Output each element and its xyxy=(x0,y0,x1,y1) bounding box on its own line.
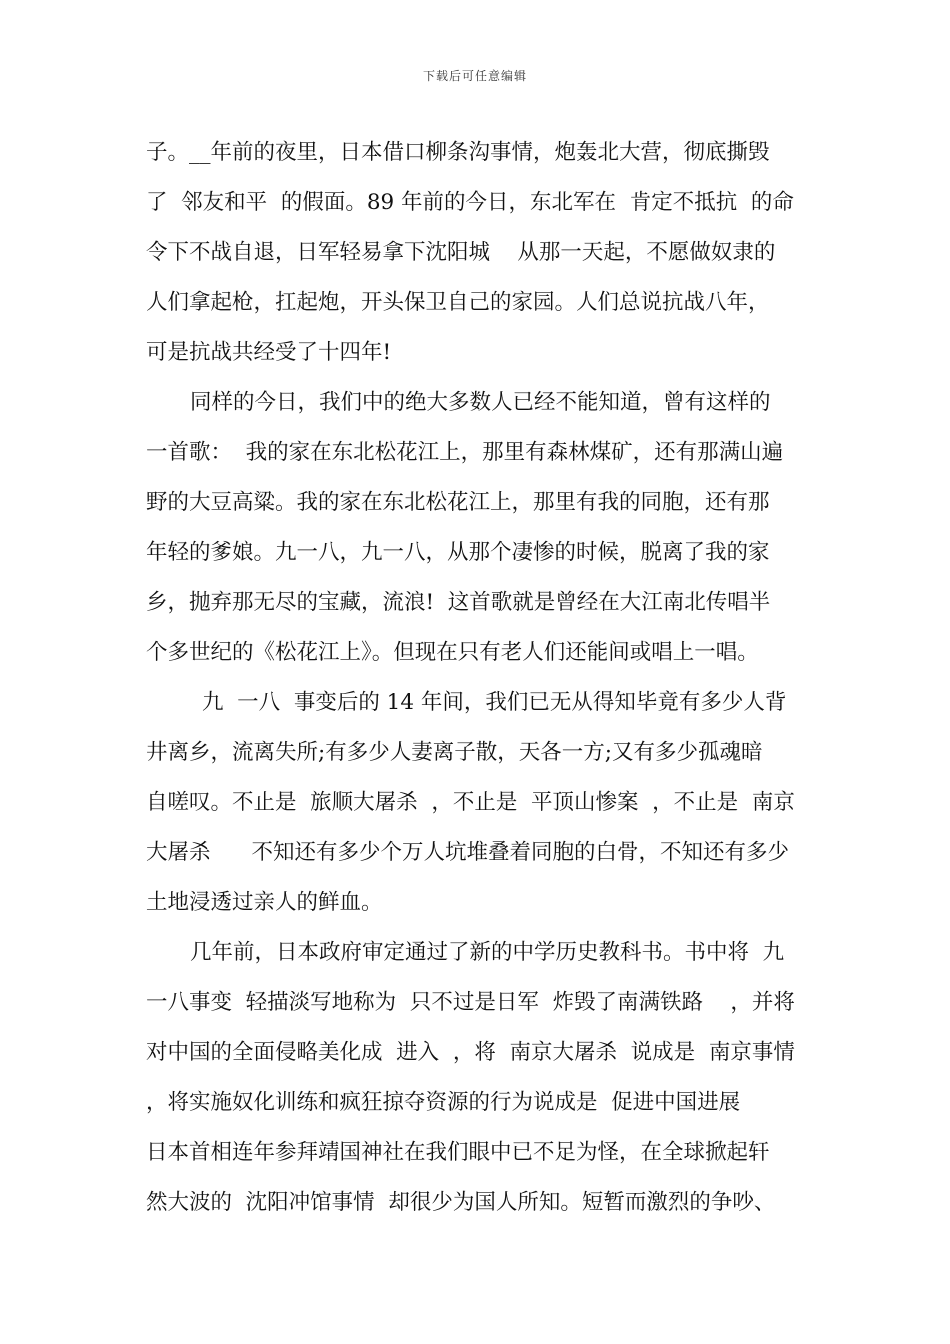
text-line: ，将实施奴化训练和疯狂掠夺资源的行为说成是 促进中国进展 xyxy=(146,1090,741,1115)
text-line: 一八事变 轻描淡写地称为 只不过是日军 炸毁了南满铁路 ，并将 xyxy=(146,990,795,1015)
document-body xyxy=(146,128,811,1228)
page-header: 下载后可任意编辑 xyxy=(422,69,527,83)
text-line: 日本首相连年参拜靖国神社在我们眼中已不足为怪，在全球掀起轩 xyxy=(146,1140,770,1165)
text-line: 对中国的全面侵略美化成 进入 ，将 南京大屠杀 说成是 南京事情 xyxy=(146,1040,795,1065)
paragraph-2 xyxy=(146,378,811,678)
text-line: 同样的今日，我们中的绝大多数人已经不能知道，曾有这样的 xyxy=(190,390,771,415)
text-line: 子。__年前的夜里，日本借口柳条沟事情，炮轰北大营，彻底撕毁 xyxy=(146,140,770,165)
text-line: 大屠杀 不知还有多少个万人坑堆叠着同胞的白骨，不知还有多少 xyxy=(146,840,790,865)
text-line: 土地浸透过亲人的鲜血。 xyxy=(146,890,383,915)
text-line: 几年前，日本政府审定通过了新的中学历史教科书。书中将 九 xyxy=(190,940,785,965)
text-line: 九 一八 事变后的 14 年间，我们已无从得知毕竟有多少人背 xyxy=(202,690,787,715)
text-line: 了 邻友和平 的假面。89 年前的今日，东北军在 肯定不抵抗 的命 xyxy=(146,190,794,215)
text-line: 个多世纪的《松花江上》。但现在只有老人们还能间或唱上一唱。 xyxy=(146,640,759,665)
text-line: 一首歌： 我的家在东北松花江上，那里有森林煤矿，还有那满山遍 xyxy=(146,440,784,465)
paragraph-4 xyxy=(146,928,811,1228)
text-line: 可是抗战共经受了十四年! xyxy=(146,340,392,365)
text-line: 乡，抛弃那无尽的宝藏，流浪! 这首歌就是曾经在大江南北传唱半 xyxy=(146,590,771,615)
text-line: 野的大豆高粱。我的家在东北松花江上，那里有我的同胞，还有那 xyxy=(146,490,770,515)
text-line: 令下不战自退，日军轻易拿下沈阳城 从那一天起，不愿做奴隶的 xyxy=(146,240,776,265)
paragraph-3 xyxy=(146,678,811,928)
paragraph-1 xyxy=(146,128,811,378)
text-line: 然大波的 沈阳冲馆事情 却很少为国人所知。短暂而激烈的争吵、 xyxy=(146,1190,776,1215)
text-line: 人们拿起枪，扛起炮，开头保卫自己的家园。人们总说抗战八年， xyxy=(146,290,770,315)
text-line: 年轻的爹娘。九一八，九一八，从那个凄惨的时候，脱离了我的家 xyxy=(146,540,770,565)
text-line: 井离乡，流离失所;有多少人妻离子散，天各一方;又有多少孤魂暗 xyxy=(146,740,763,765)
text-line: 自嗟叹。不止是 旅顺大屠杀 ，不止是 平顶山惨案 ，不止是 南京 xyxy=(146,790,795,815)
